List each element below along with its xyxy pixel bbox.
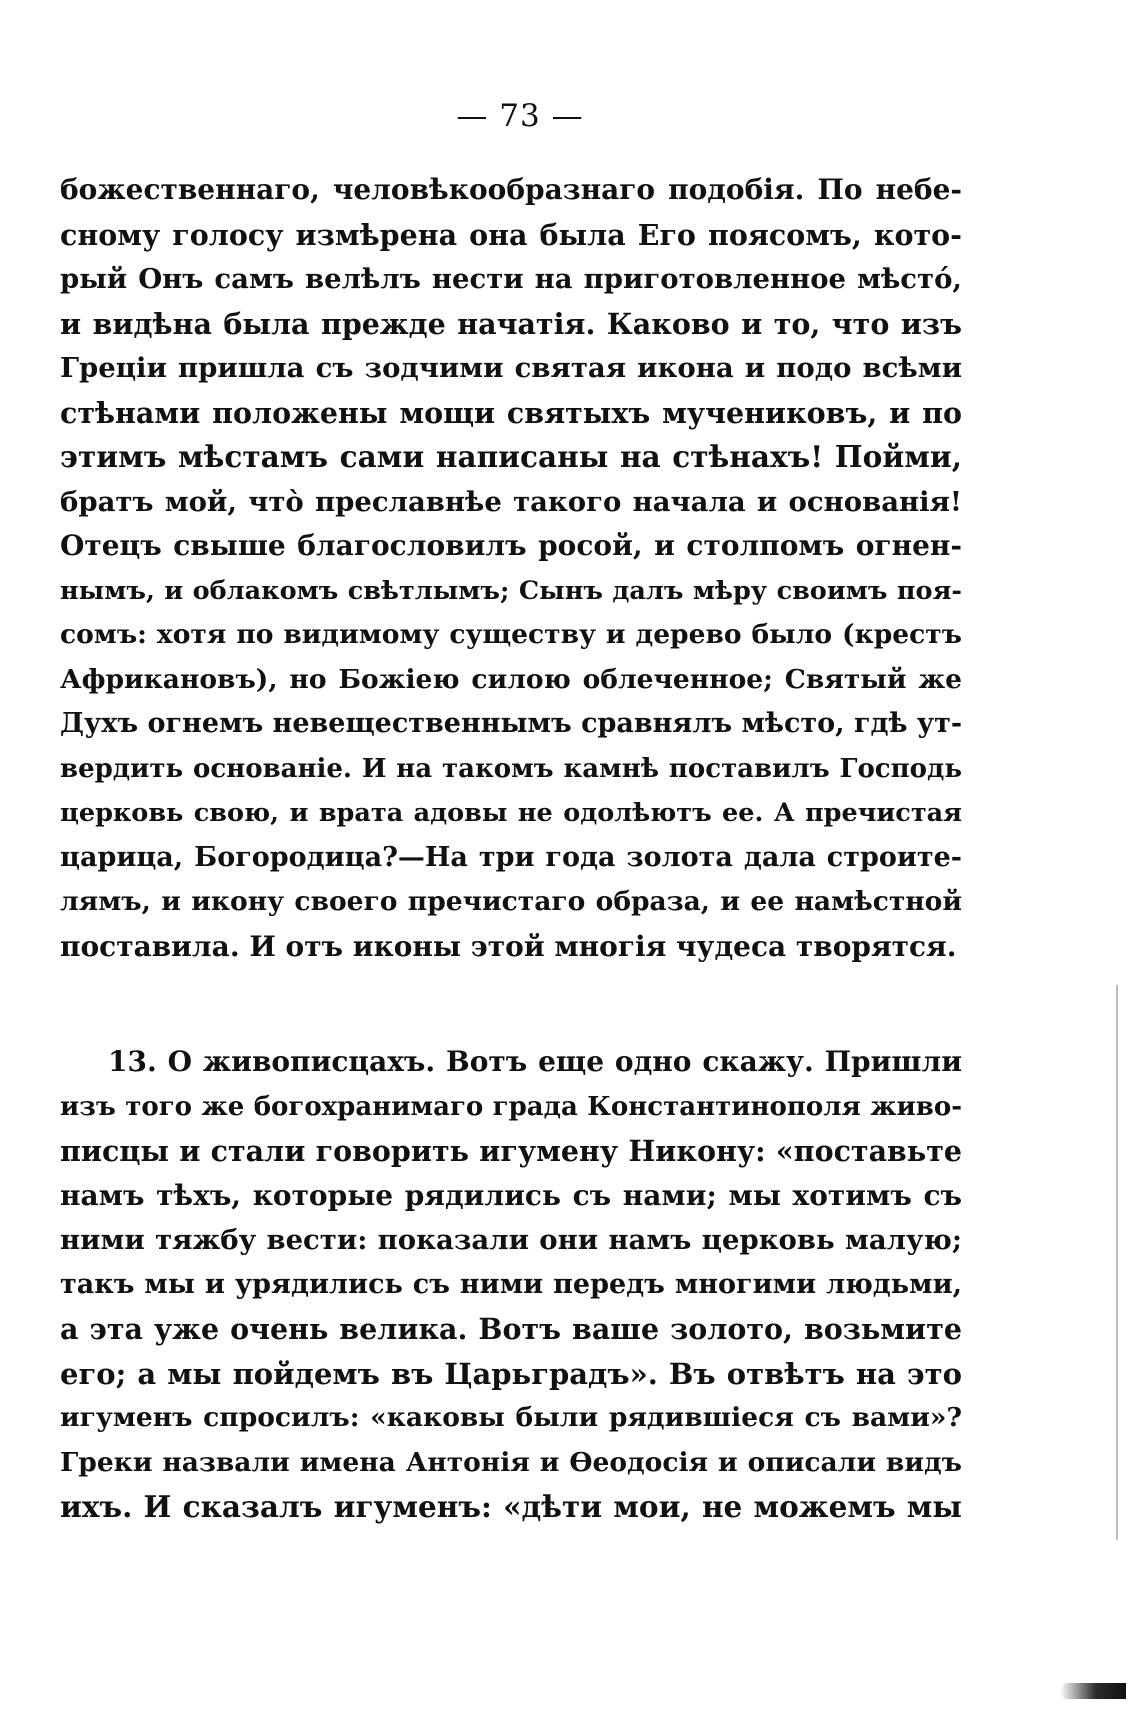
section-first-line-text: Вотъ еще одно скажу. Пришли (435, 1045, 962, 1078)
section-first-line (60, 1040, 962, 1085)
text-line: и видѣна была прежде начатія. Каково и то, что изъ (60, 306, 962, 341)
text-line: царица, Богородица?—На три года золота дала строите- (60, 841, 962, 873)
text-line: лямъ, и икону своего пречистаго образа, и ее намѣстной (60, 886, 962, 917)
text-line: нымъ, и облакомъ свѣтлымъ; Сынъ далъ мѣру своимъ поя- (60, 575, 962, 606)
text-line: а эта уже очень велика. Вотъ ваше золото, возьмите (60, 1312, 962, 1346)
paragraph-two (60, 1040, 962, 1530)
text-line: сному голосу измѣрена она была Его поясомъ, кото- (60, 217, 962, 252)
text-line: этимъ мѣстамъ сами написаны на стѣнахъ! Пойми, (60, 439, 962, 474)
text-line: ними тяжбу вести: показали они намъ церковь малую; (60, 1224, 962, 1256)
text-line: писцы и стали говорить игумену Никону: «поставьте (60, 1134, 962, 1168)
text-line: Духъ огнемъ невещественнымъ сравнялъ мѣсто, гдѣ ут- (60, 708, 962, 739)
scan-smudge (1060, 1683, 1126, 1699)
text-line: Греціи пришла съ зодчими святая икона и подо всѣми (60, 352, 962, 384)
text-line: игуменъ спросилъ: «каковы были рядившіеся съ вами»? (60, 1402, 962, 1433)
text-line: намъ тѣхъ, которые рядились съ нами; мы хотимъ съ (60, 1178, 962, 1212)
text-line: Греки назвали имена Антонія и Ѳеодосія и описали видъ (60, 1446, 962, 1478)
text-line: Африкановъ), но Божіею силою облеченное; Святый же (60, 663, 962, 695)
text-line: божественнаго, человѣкообразнаго подобія. По небе- (60, 173, 962, 206)
text-line: стѣнами положены мощи святыхъ мучениковъ, и по (60, 395, 962, 430)
text-line: вердить основаніе. И на такомъ камнѣ поставилъ Господь (60, 753, 962, 784)
text-line: поставила. И отъ иконы этой многія чудеса творятся. (60, 929, 957, 963)
paragraph-one (60, 168, 962, 969)
text-line: сомъ: хотя по видимому существу и дерево было (крестъ (60, 619, 962, 650)
section-heading: 13. О живописцахъ. (108, 1045, 436, 1078)
page-number: — 73 — (456, 98, 584, 134)
margin-rule (1116, 985, 1118, 1540)
text-line: изъ того же богохранимаго града Константинополя живо- (60, 1091, 962, 1122)
text-line: такъ мы и урядились съ ними передъ многими людьми, (60, 1268, 962, 1300)
text-line: братъ мой, что̀ преславнѣе такого начала и основанія! (60, 485, 962, 518)
text-line: его; а мы пойдемъ въ Царьградъ». Въ отвѣтъ на это (60, 1356, 962, 1391)
text-line: Отецъ свыше благословилъ росой, и столпомъ огнен- (60, 529, 962, 562)
text-line: церковь свою, и врата адовы не одолѣютъ ее. А пречистая (60, 798, 962, 828)
text-line: рый Онъ самъ велѣлъ нести на приготовленное мѣсто́, (60, 263, 962, 295)
text-line: ихъ. И сказалъ игуменъ: «дѣти мои, не можемъ мы (60, 1489, 962, 1524)
